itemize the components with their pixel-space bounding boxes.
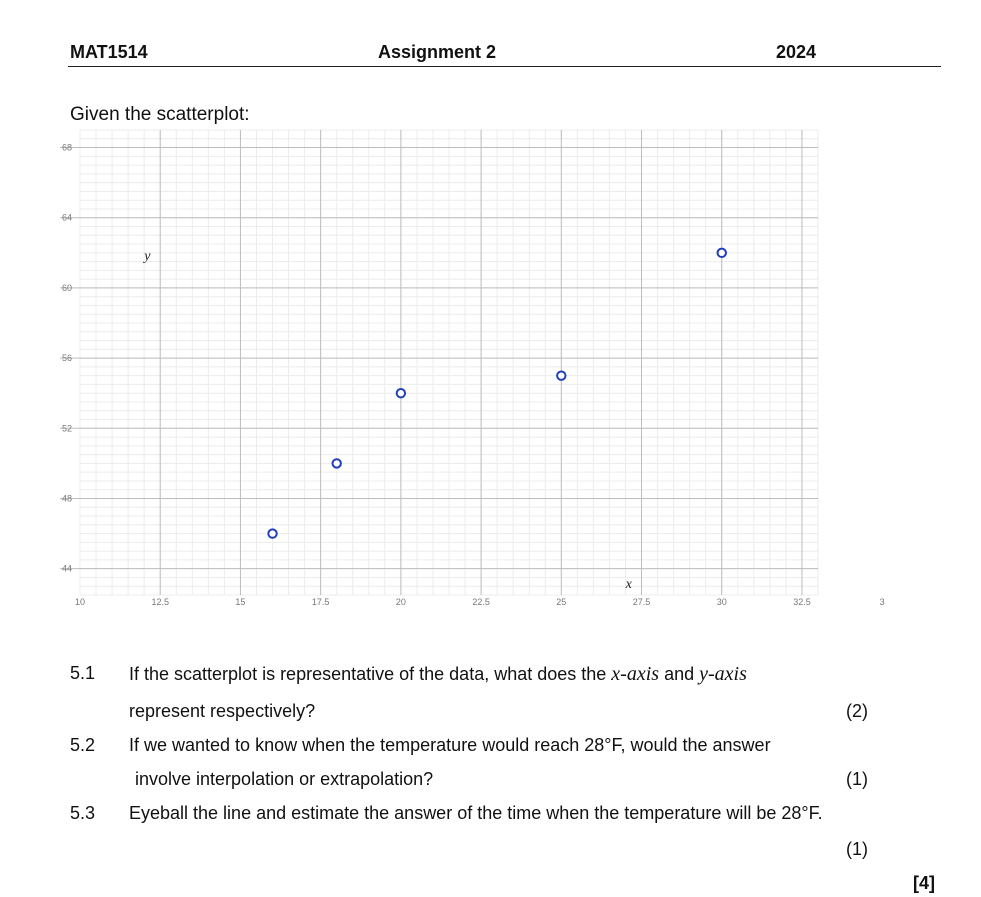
y-tick-label: 48 (62, 493, 73, 504)
x-tick-label: 32.5 (793, 597, 811, 607)
x-tick-label: 27.5 (632, 597, 651, 607)
scatter-point (557, 371, 565, 379)
question-5-3-number: 5.3 (70, 803, 96, 823)
scatter-point (718, 249, 726, 257)
question-5-2-text-cont: involve interpolation or extrapolation? (135, 769, 434, 789)
scatter-plot (60, 130, 885, 615)
and-word: and (664, 664, 695, 684)
x-tick-label: 17.5 (311, 597, 330, 607)
y-tick-label: 64 (62, 212, 73, 223)
intro-text: Given the scatterplot: (70, 104, 250, 125)
y-axis-term: y-axis (699, 663, 747, 685)
x-axis-term: x-axis (611, 663, 660, 685)
x-axis-label: x (625, 576, 632, 592)
x-tick-label: 20 (395, 597, 406, 607)
question-5-2-number: 5.2 (70, 735, 96, 755)
header-rule (68, 66, 941, 67)
total-marks: [4] (913, 873, 935, 893)
x-tick-label: 22.5 (472, 597, 490, 607)
scatter-point (332, 459, 340, 467)
x-tick-label: 25 (556, 597, 567, 607)
y-tick-label: 68 (62, 142, 73, 153)
question-5-1-text (129, 663, 747, 686)
course-code: MAT1514 (70, 42, 148, 62)
x-tick-label: 15 (235, 597, 246, 607)
question-5-1-text-cont: represent respectively? (129, 701, 316, 721)
x-tick-label: 12.5 (151, 597, 169, 607)
question-5-1-text-start: If the scatterplot is representative of the data, what does the (129, 664, 607, 684)
assignment-title: Assignment 2 (378, 42, 497, 62)
y-tick-label: 60 (62, 282, 73, 293)
question-5-3-marks: (1) (846, 839, 868, 859)
scatter-point (268, 529, 276, 537)
y-tick-label: 52 (62, 423, 73, 434)
scatter-point (397, 389, 405, 397)
x-tick-label: 10 (74, 597, 86, 607)
question-5-2-marks: (1) (846, 769, 868, 789)
question-5-3-text: Eyeball the line and estimate the answer of the time when the temperature will be 28°F. (129, 803, 823, 823)
question-5-1-marks: (2) (846, 701, 868, 721)
y-axis-label: y (144, 248, 151, 264)
y-tick-label: 56 (62, 353, 73, 364)
x-tick-label: 30 (716, 597, 727, 607)
question-5-1-number: 5.1 (70, 663, 96, 683)
question-5-2-text: If we wanted to know when the temperature would reach 28°F, would the answer (129, 735, 771, 755)
x-tick-label: 3 (879, 597, 885, 607)
y-tick-label: 44 (62, 563, 73, 574)
assignment-year: 2024 (776, 42, 817, 62)
